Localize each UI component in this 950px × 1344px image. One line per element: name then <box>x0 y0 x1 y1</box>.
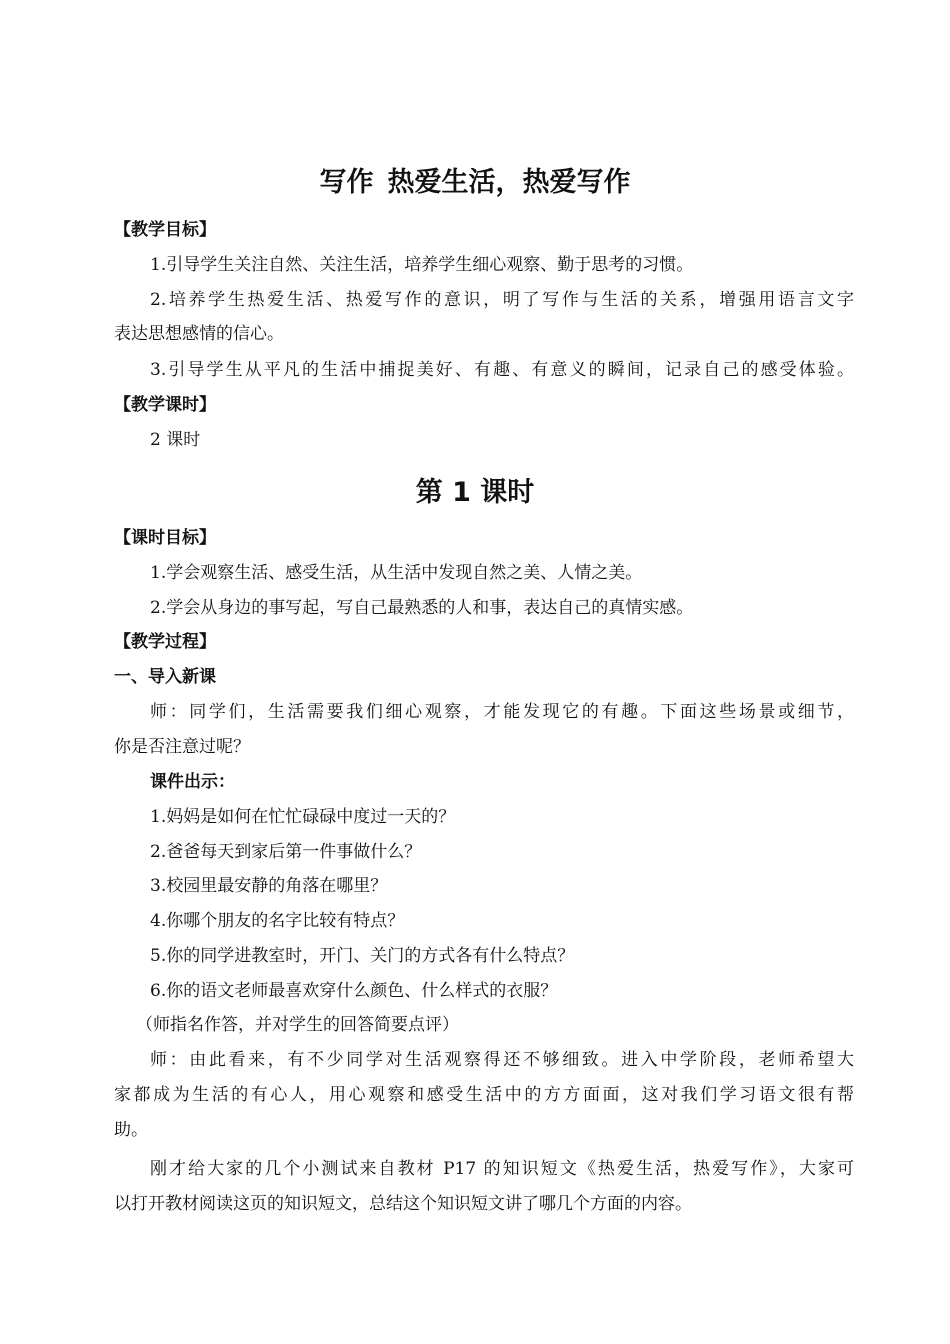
objective-item: 表达思想感情的信心。 <box>114 324 284 344</box>
teacher-note: （师指名作答，并对学生的回答简要点评） <box>136 1015 459 1035</box>
process-heading: 【教学过程】 <box>114 632 216 652</box>
question-item: 6.你的语文老师最喜欢穿什么颜色、什么样式的衣服？ <box>150 981 558 1001</box>
paragraph-line: 家都成为生活的有心人，用心观察和感受生活中的方方面面，这对我们学习语文很有帮 <box>114 1085 854 1105</box>
title-right: 热爱生活，热爱写作 <box>387 167 631 198</box>
lesson-title: 第 1 课时 <box>415 477 535 508</box>
lesson-goal-heading: 【课时目标】 <box>114 528 216 548</box>
document-title <box>0 160 950 199</box>
hours-value: 2 课时 <box>150 430 201 450</box>
courseware-label: 课件出示： <box>150 772 235 792</box>
objective-item: 3.引导学生从平凡的生活中捕捉美好、有趣、有意义的瞬间，记录自己的感受体验。 <box>150 360 854 380</box>
title-left: 写作 <box>319 167 374 198</box>
paragraph-line: 师：由此看来，有不少同学对生活观察得还不够细致。进入中学阶段，老师希望大 <box>150 1050 854 1070</box>
paragraph-line: 你是否注意过呢？ <box>114 737 250 757</box>
question-item: 1.妈妈是如何在忙忙碌碌中度过一天的？ <box>150 807 456 827</box>
paragraph-line: 助。 <box>114 1120 148 1140</box>
question-item: 2.爸爸每天到家后第一件事做什么？ <box>150 842 422 862</box>
question-item: 3.校园里最安静的角落在哪里？ <box>150 876 388 896</box>
objective-item: 1.引导学生关注自然、关注生活，培养学生细心观察、勤于思考的习惯。 <box>150 255 694 275</box>
paragraph-line: 以打开教材阅读这页的知识短文，总结这个知识短文讲了哪几个方面的内容。 <box>114 1194 692 1214</box>
hours-heading: 【教学课时】 <box>114 395 216 415</box>
lesson-goal-item: 2.学会从身边的事写起，写自己最熟悉的人和事，表达自己的真情实感。 <box>150 598 694 618</box>
question-item: 5.你的同学进教室时，开门、关门的方式各有什么特点？ <box>150 946 575 966</box>
paragraph-line: 师：同学们，生活需要我们细心观察，才能发现它的有趣。下面这些场景或细节， <box>150 702 854 722</box>
section-heading: 一、导入新课 <box>114 667 216 687</box>
lesson-goal-item: 1.学会观察生活、感受生活，从生活中发现自然之美、人情之美。 <box>150 563 643 583</box>
question-item: 4.你哪个朋友的名字比较有特点？ <box>150 911 405 931</box>
paragraph-line: 刚才给大家的几个小测试来自教材 P17 的知识短文《热爱生活，热爱写作》，大家可 <box>150 1159 854 1179</box>
objective-item: 2.培养学生热爱生活、热爱写作的意识，明了写作与生活的关系，增强用语言文字 <box>150 290 854 310</box>
objectives-heading: 【教学目标】 <box>114 220 216 240</box>
